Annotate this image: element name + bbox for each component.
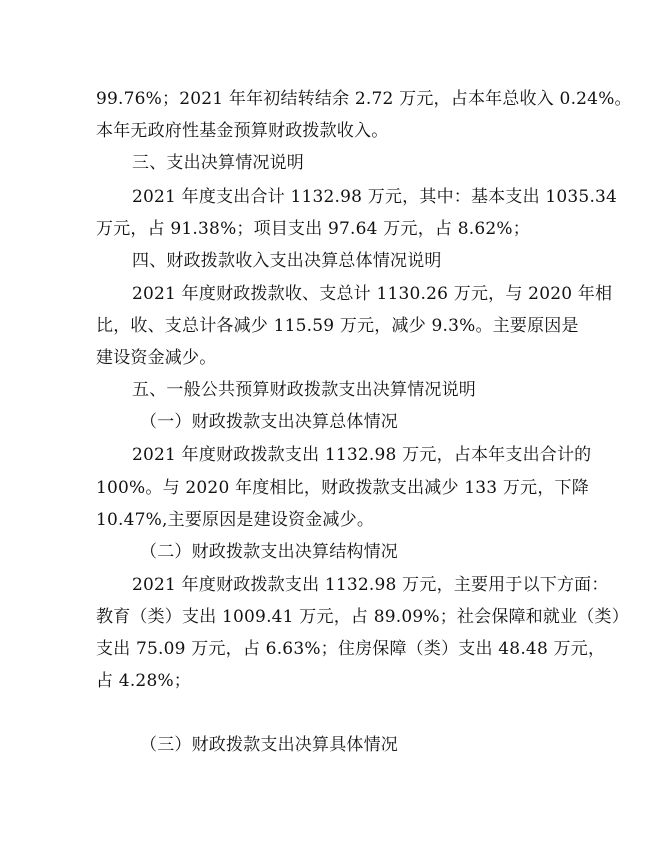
paragraph-line: 本年无政府性基金预算财政拨款收入。	[96, 121, 389, 141]
paragraph-line: 支出 75.09 万元，占 6.63%；住房保障（类）支出 48.48 万元，	[96, 639, 606, 659]
section-heading: 三、支出决算情况说明	[132, 153, 304, 173]
paragraph-line: 比，收、支总计各减少 115.59 万元，减少 9.3%。主要原因是	[96, 316, 579, 336]
paragraph-line: 占 4.28%；	[96, 671, 192, 691]
paragraph-line: 100%。与 2020 年度相比，财政拨款支出减少 133 万元，下降	[96, 478, 589, 498]
subsection-heading: （三）财政拨款支出决算具体情况	[140, 735, 398, 755]
paragraph-line: 10.47%,主要原因是建设资金减少。	[96, 510, 375, 530]
section-heading: 五、一般公共预算财政拨款支出决算情况说明	[132, 380, 476, 400]
subsection-heading: （二）财政拨款支出决算结构情况	[140, 542, 398, 562]
paragraph-line: 建设资金减少。	[96, 348, 217, 368]
paragraph-line: 2021 年度财政拨款收、支总计 1130.26 万元，与 2020 年相	[132, 284, 613, 304]
paragraph-line: 万元，占 91.38%；项目支出 97.64 万元，占 8.62%；	[96, 219, 530, 239]
subsection-heading: （一）财政拨款支出决算总体情况	[140, 412, 398, 432]
paragraph-line: 2021 年度财政拨款支出 1132.98 万元，占本年支出合计的	[132, 445, 592, 465]
section-heading: 四、财政拨款收入支出决算总体情况说明	[132, 251, 442, 271]
paragraph-line: 2021 年度财政拨款支出 1132.98 万元，主要用于以下方面：	[132, 575, 609, 595]
paragraph-line: 2021 年度支出合计 1132.98 万元，其中：基本支出 1035.34	[132, 187, 618, 207]
paragraph-line: 99.76%；2021 年年初结转结余 2.72 万元，占本年总收入 0.24%。	[96, 89, 632, 109]
paragraph-line: 教育（类）支出 1009.41 万元，占 89.09%；社会保障和就业（类）	[96, 607, 629, 627]
